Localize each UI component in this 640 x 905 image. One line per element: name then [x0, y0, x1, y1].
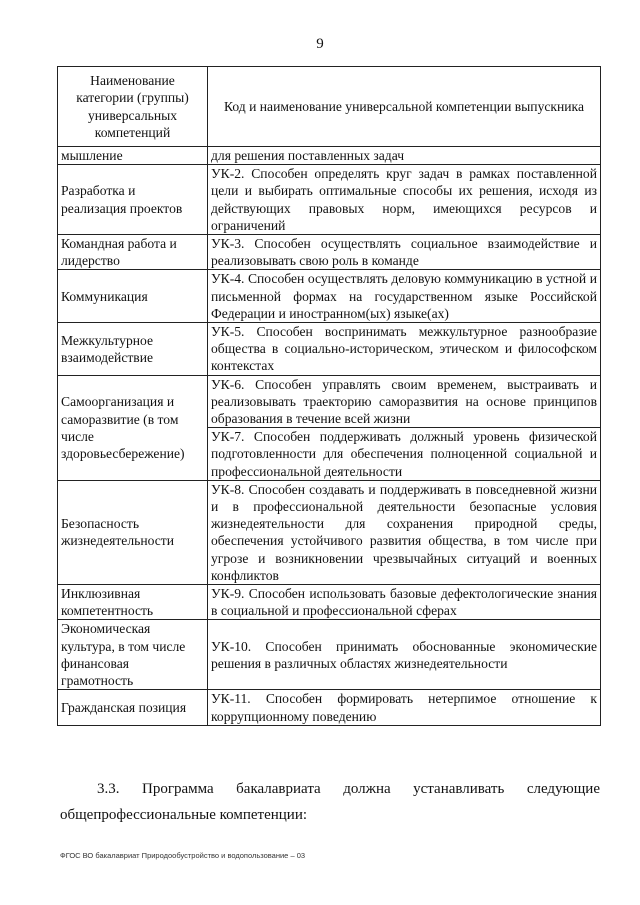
competence-cell: УК-6. Способен управлять своим временем, выстраивать и реализовывать траекторию саморазвития на основе принципов образования в течение всей жизни — [208, 375, 601, 428]
competencies-table — [57, 66, 601, 726]
header-code: Код и наименование универсальной компетенции выпускника — [208, 67, 601, 147]
category-cell: мышление — [58, 147, 208, 165]
table-row — [58, 165, 601, 235]
category-cell: Безопасность жизнедеятельности — [58, 480, 208, 584]
competence-cell: для решения поставленных задач — [208, 147, 601, 165]
table-row — [58, 323, 601, 376]
table-header-row — [58, 67, 601, 147]
competence-cell: УК-5. Способен воспринимать межкультурное разнообразие общества в социально-историческом, этическом и философском контекстах — [208, 323, 601, 376]
competence-cell: УК-7. Способен поддерживать должный уровень физической подготовленности для обеспечения полноценной социальной и профессиональной деятельности — [208, 428, 601, 481]
category-cell: Самоорганизация и саморазвитие (в том числе здоровьесбережение) — [58, 375, 208, 480]
category-cell: Гражданская позиция — [58, 690, 208, 725]
competence-cell: УК-8. Способен создавать и поддерживать в повседневной жизни и в профессиональной деятельности безопасные условия жизнедеятельности для сохранения природной среды, обеспечения устойчивого развития общества, в том числе при угрозе и возникновении чрезвычайных ситуаций и военных конфликтов — [208, 480, 601, 584]
table-row — [58, 620, 601, 690]
competence-cell: УК-11. Способен формировать нетерпимое отношение к коррупционному поведению — [208, 690, 601, 725]
footer-note: ФГОС ВО бакалавриат Природообустройство и водопользование – 03 — [60, 851, 306, 860]
table-row — [58, 375, 601, 428]
paragraph-line-2: общепрофессиональные компетенции: — [60, 807, 308, 823]
competence-cell: УК-9. Способен использовать базовые дефектологические знания в социальной и профессиональной сферах — [208, 585, 601, 620]
section-paragraph — [60, 776, 600, 828]
page-number: 9 — [316, 36, 324, 52]
category-cell: Инклюзивная компетентность — [58, 585, 208, 620]
table-row — [58, 480, 601, 584]
category-cell: Межкультурное взаимодействие — [58, 323, 208, 376]
competence-cell: УК-4. Способен осуществлять деловую коммуникацию в устной и письменной формах на государственном языке Российской Федерации и иностранном(ых) языке(ах) — [208, 270, 601, 323]
header-category: Наименование категории (группы) универсальных компетенций — [58, 67, 208, 147]
category-cell: Разработка и реализация проектов — [58, 165, 208, 235]
paragraph-line-1: 3.3. Программа бакалавриата должна устанавливать следующие — [97, 781, 600, 797]
table-row — [58, 147, 601, 165]
table-row — [58, 585, 601, 620]
competence-cell: УК-2. Способен определять круг задач в рамках поставленной цели и выбирать оптимальные способы их решения, исходя из действующих правовых норм, имеющихся ресурсов и ограничений — [208, 165, 601, 235]
table-row — [58, 235, 601, 270]
competence-cell: УК-10. Способен принимать обоснованные экономические решения в различных областях жизнедеятельности — [208, 620, 601, 690]
category-cell: Коммуникация — [58, 270, 208, 323]
category-cell: Экономическая культура, в том числе финансовая грамотность — [58, 620, 208, 690]
category-cell: Командная работа и лидерство — [58, 235, 208, 270]
table-row — [58, 690, 601, 725]
table-row — [58, 270, 601, 323]
competence-cell: УК-3. Способен осуществлять социальное взаимодействие и реализовывать свою роль в команде — [208, 235, 601, 270]
